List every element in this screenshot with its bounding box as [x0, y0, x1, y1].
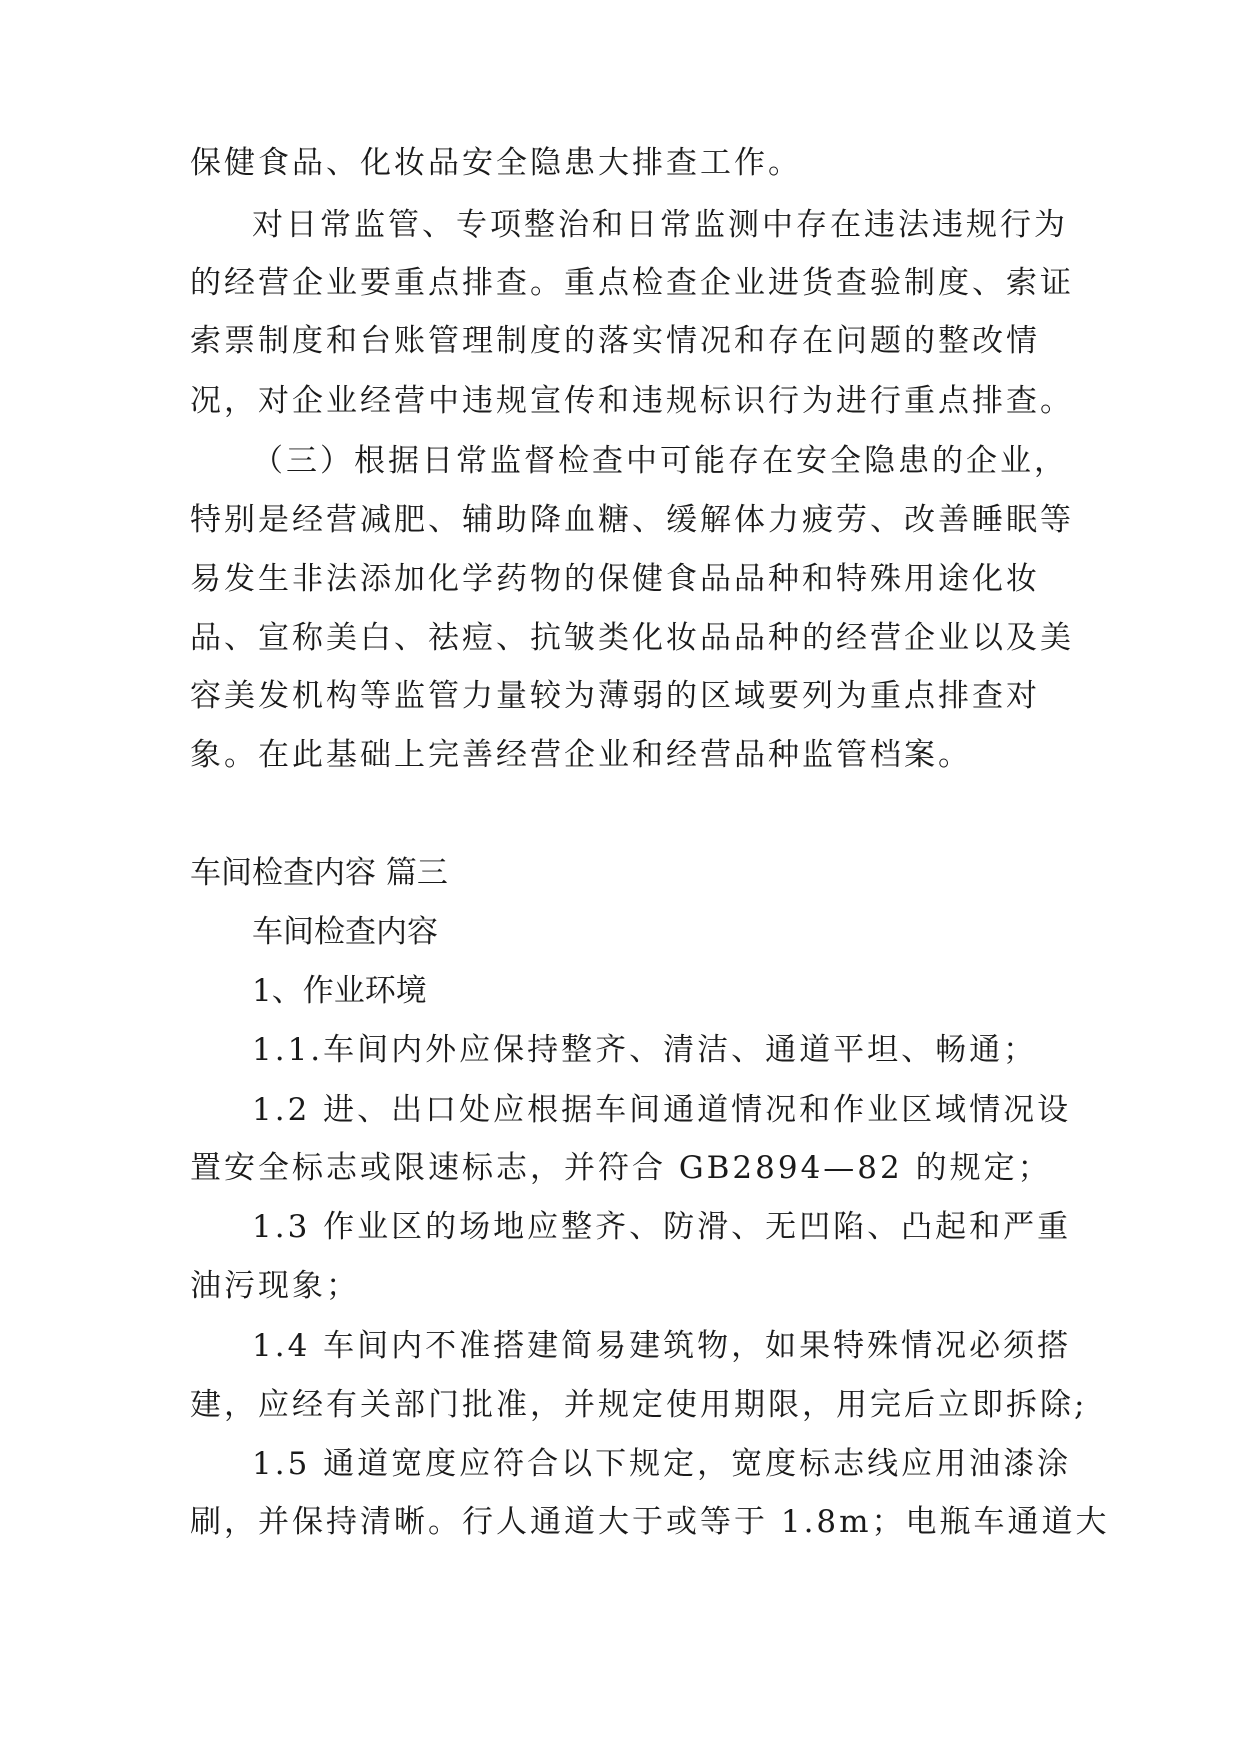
paragraph-line: 况，对企业经营中违规宣传和违规标识行为进行重点排查。	[190, 383, 1074, 419]
paragraph-line: （三）根据日常监督检查中可能存在安全隐患的企业，	[252, 443, 1068, 479]
paragraph-line: 的经营企业要重点排查。重点检查企业进货查验制度、索证	[190, 265, 1074, 301]
paragraph-line: 品、宣称美白、祛痘、抗皱类化妆品品种的经营企业以及美	[190, 620, 1074, 656]
section-title: 车间检查内容	[252, 914, 438, 950]
list-heading: 1、作业环境	[252, 973, 427, 1009]
list-item: 1.5 通道宽度应符合以下规定，宽度标志线应用油漆涂	[252, 1446, 1072, 1482]
paragraph-line: 特别是经营减肥、辅助降血糖、缓解体力疲劳、改善睡眠等	[190, 502, 1074, 538]
paragraph-line: 索票制度和台账管理制度的落实情况和存在问题的整改情	[190, 323, 1040, 359]
list-item: 1.1.车间内外应保持整齐、清洁、通道平坦、畅通；	[252, 1032, 1038, 1068]
list-item: 1.4 车间内不准搭建简易建筑物，如果特殊情况必须搭	[252, 1328, 1072, 1364]
section-heading: 车间检查内容 篇三	[190, 855, 448, 891]
paragraph-line: 保健食品、化妆品安全隐患大排查工作。	[190, 145, 802, 181]
paragraph-line: 对日常监管、专项整治和日常监测中存在违法违规行为	[252, 207, 1068, 243]
list-item-continuation: 建，应经有关部门批准，并规定使用期限，用完后立即拆除;	[190, 1387, 1088, 1423]
list-item: 1.2 进、出口处应根据车间通道情况和作业区域情况设	[252, 1092, 1072, 1128]
paragraph-line: 象。在此基础上完善经营企业和经营品种监管档案。	[190, 737, 972, 773]
list-item-continuation: 置安全标志或限速标志，并符合 GB2894—82 的规定；	[190, 1150, 1052, 1186]
list-item-continuation: 油污现象；	[190, 1268, 360, 1304]
paragraph-line: 易发生非法添加化学药物的保健食品品种和特殊用途化妆	[190, 561, 1040, 597]
paragraph-line: 容美发机构等监管力量较为薄弱的区域要列为重点排查对	[190, 678, 1040, 714]
list-item: 1.3 作业区的场地应整齐、防滑、无凹陷、凸起和严重	[252, 1209, 1072, 1245]
list-item-continuation: 刷，并保持清晰。行人通道大于或等于 1.8m；电瓶车通道大	[190, 1504, 1110, 1540]
